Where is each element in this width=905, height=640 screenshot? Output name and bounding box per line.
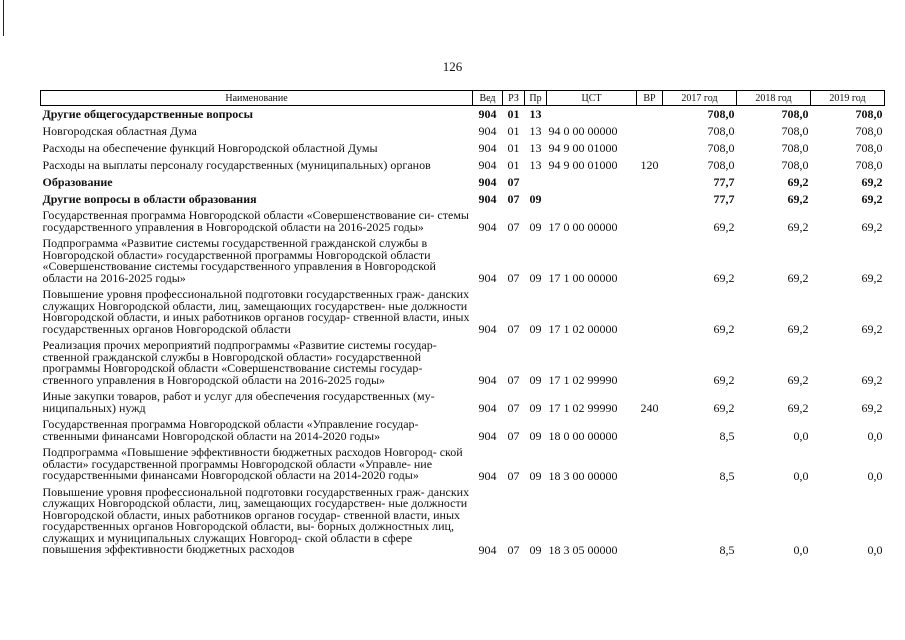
row-pr: 09 (529, 468, 542, 483)
row-rz: 07 (507, 542, 520, 557)
row-cst (547, 106, 637, 124)
row-2018: 0,0 (793, 429, 809, 443)
row-ved: 904 (478, 158, 497, 172)
row-2019: 708,0 (855, 107, 883, 121)
row-2018: 0,0 (793, 468, 809, 483)
header-2018: 2018 год (737, 91, 811, 106)
row-2019: 69,2 (861, 271, 883, 285)
row-name: Расходы на выплаты персоналу государственных (муниципальных) органов (42, 157, 431, 172)
row-2017: 77,7 (713, 192, 735, 206)
row-vr: 120 (640, 158, 659, 172)
row-2018: 69,2 (787, 192, 809, 206)
header-pr: Пр (525, 91, 547, 106)
row-2019: 0,0 (867, 429, 883, 443)
row-ved: 904 (478, 141, 497, 155)
row-cst: 94 9 00 01000 (548, 141, 618, 155)
row-name: Подпрограмма «Развитие системы государственной гражданской службы в Новгородской области» государственной программы Новгородской области «Совершенствование системы государственного управления в Новгородской области на 2016-2025 годы» (42, 236, 436, 285)
row-vr: 240 (640, 401, 659, 415)
row-rz: 07 (507, 271, 520, 285)
row-rz: 07 (507, 192, 520, 206)
row-2019: 69,2 (861, 322, 883, 336)
row-cst (547, 191, 637, 208)
row-name: Образование (42, 174, 113, 189)
left-edge-mark (3, 0, 4, 36)
row-2017: 69,2 (713, 373, 735, 387)
row-ved: 904 (478, 271, 497, 285)
row-name: Повышение уровня профессиональной подготовки государственных граж- данских служащих Новгородской области, лиц, замещающих государствен- ные должности Новгородской области, иных работников органов государ- ственной власти, иных государственных органов Новгородской области, вы- борных должностных лиц, служащих и муниципальных служащих Новгород- ской области в сфере повышения эффективности бюджетных расходов (42, 484, 470, 556)
row-name: Другие общегосударственные вопросы (42, 106, 253, 121)
header-name: Наименование (41, 91, 473, 106)
table-row (41, 106, 885, 124)
row-cst: 18 3 00 00000 (548, 468, 618, 483)
row-2017: 77,7 (713, 175, 735, 189)
row-cst: 17 0 00 00000 (548, 220, 618, 234)
row-2017: 69,2 (713, 220, 735, 234)
row-vr (637, 287, 663, 338)
row-pr: 09 (529, 220, 542, 234)
table-row (41, 417, 885, 445)
table-header-row (41, 91, 885, 106)
row-2019: 69,2 (861, 401, 883, 415)
table-row (41, 174, 885, 191)
row-name: Расходы на обеспечение функций Новгородской областной Думы (42, 140, 378, 155)
row-pr: 09 (529, 542, 542, 557)
table-row (41, 338, 885, 389)
header-2019: 2019 год (811, 91, 885, 106)
page-number: 126 (442, 59, 463, 74)
row-2018: 708,0 (781, 107, 809, 121)
row-2018: 0,0 (793, 542, 809, 557)
row-name: Реализация прочих мероприятий подпрограммы «Развитие системы государ- ственной гражданской службы в Новгородской области» государственной программы Новгородской области «Совершенствование системы государ- ственного управления в Новгородской области на 2016-2025 годы» (42, 338, 437, 387)
row-vr (637, 485, 663, 559)
row-rz: 07 (507, 220, 520, 234)
row-ved: 904 (478, 373, 497, 387)
row-pr: 13 (529, 107, 542, 121)
row-2019: 69,2 (861, 220, 883, 234)
header-rz: РЗ (503, 91, 525, 106)
row-2018: 708,0 (781, 158, 809, 172)
row-2017: 69,2 (713, 401, 735, 415)
row-name: Государственная программа Новгородской области «Управление государ- ственными финансами Новгородской области на 2014-2020 годы» (42, 417, 419, 443)
row-ved: 904 (478, 401, 497, 415)
row-name: Новгородская областная Дума (42, 123, 197, 138)
row-rz: 07 (507, 468, 520, 483)
row-2017: 708,0 (707, 124, 735, 138)
row-cst: 18 0 00 00000 (548, 429, 618, 443)
table-row (41, 389, 885, 417)
row-pr: 13 (529, 141, 542, 155)
row-2017: 708,0 (707, 141, 735, 155)
row-pr: 09 (529, 322, 542, 336)
row-2019: 69,2 (861, 373, 883, 387)
row-pr: 13 (529, 124, 542, 138)
row-2018: 69,2 (787, 271, 809, 285)
row-pr: 09 (529, 271, 542, 285)
row-vr (637, 236, 663, 287)
header-cst: ЦСТ (547, 91, 637, 106)
row-ved: 904 (478, 542, 497, 557)
row-vr (637, 445, 663, 485)
row-pr: 09 (529, 373, 542, 387)
row-pr: 09 (529, 429, 542, 443)
row-2018: 69,2 (787, 401, 809, 415)
row-2017: 708,0 (707, 158, 735, 172)
row-rz: 01 (507, 124, 520, 138)
header-2017: 2017 год (663, 91, 737, 106)
table-row (41, 485, 885, 559)
row-ved: 904 (478, 107, 497, 121)
row-name: Подпрограмма «Повышение эффективности бюджетных расходов Новгород- ской области» государственной программы Новгородской области «Управле- ние государственными финансами Новгородской области на 2014-2020 годы» (42, 445, 463, 482)
row-vr (637, 191, 663, 208)
row-2019: 708,0 (855, 124, 883, 138)
row-rz: 07 (507, 322, 520, 336)
row-2018: 69,2 (787, 322, 809, 336)
budget-table (40, 90, 885, 559)
row-ved: 904 (478, 220, 497, 234)
row-2017: 69,2 (713, 271, 735, 285)
table-row (41, 445, 885, 485)
row-rz: 07 (507, 373, 520, 387)
row-2017: 8,5 (719, 468, 735, 483)
table-row (41, 123, 885, 140)
table-row (41, 236, 885, 287)
row-pr: 13 (529, 158, 542, 172)
row-cst: 94 0 00 00000 (548, 124, 618, 138)
row-ved: 904 (478, 192, 497, 206)
row-vr (637, 140, 663, 157)
row-cst: 18 3 05 00000 (548, 542, 618, 557)
row-2019: 69,2 (861, 192, 883, 206)
row-rz: 01 (507, 141, 520, 155)
row-vr (637, 417, 663, 445)
row-vr (637, 338, 663, 389)
table-row (41, 208, 885, 236)
table-row (41, 287, 885, 338)
row-ved: 904 (478, 124, 497, 138)
row-cst (547, 174, 637, 191)
row-cst: 94 9 00 01000 (548, 158, 618, 172)
row-cst: 17 1 02 99990 (548, 373, 618, 387)
table-row (41, 157, 885, 174)
row-2019: 0,0 (867, 468, 883, 483)
header-vr: ВР (637, 91, 663, 106)
row-ved: 904 (478, 468, 497, 483)
table-row (41, 140, 885, 157)
row-rz: 01 (507, 107, 520, 121)
row-cst: 17 1 00 00000 (548, 271, 618, 285)
row-name: Государственная программа Новгородской области «Совершенствование си- стемы государственного управления в Новгородской области на 2016-2025 годы» (42, 208, 469, 234)
row-ved: 904 (478, 429, 497, 443)
row-2017: 8,5 (719, 542, 735, 557)
row-2019: 69,2 (861, 175, 883, 189)
row-2019: 708,0 (855, 158, 883, 172)
row-vr (637, 106, 663, 124)
row-2017: 708,0 (707, 107, 735, 121)
row-pr: 09 (529, 192, 542, 206)
row-rz: 07 (507, 175, 520, 189)
row-2018: 708,0 (781, 141, 809, 155)
row-name: Повышение уровня профессиональной подготовки государственных граж- данских служащих Новгородской области, лиц, замещающих государствен- ные должности Новгородской области, и иных работников органов государ- ственной власти, иных государственных органов Новгородской области (42, 287, 470, 336)
row-rz: 01 (507, 158, 520, 172)
row-vr (637, 208, 663, 236)
row-vr (637, 174, 663, 191)
row-vr (637, 123, 663, 140)
row-2018: 69,2 (787, 175, 809, 189)
row-name: Иные закупки товаров, работ и услуг для обеспечения государственных (му- ниципальных) нужд (42, 389, 435, 415)
header-ved: Вед (473, 91, 503, 106)
row-2017: 8,5 (719, 429, 735, 443)
row-2019: 708,0 (855, 141, 883, 155)
row-rz: 07 (507, 401, 520, 415)
row-ved: 904 (478, 175, 497, 189)
row-2018: 69,2 (787, 220, 809, 234)
row-2018: 708,0 (781, 124, 809, 138)
row-rz: 07 (507, 429, 520, 443)
row-pr (525, 174, 547, 191)
row-2017: 69,2 (713, 322, 735, 336)
row-2019: 0,0 (867, 542, 883, 557)
row-name: Другие вопросы в области образования (42, 191, 257, 206)
row-2018: 69,2 (787, 373, 809, 387)
table-row (41, 191, 885, 208)
row-cst: 17 1 02 00000 (548, 322, 618, 336)
row-ved: 904 (478, 322, 497, 336)
row-cst: 17 1 02 99990 (548, 401, 618, 415)
row-pr: 09 (529, 401, 542, 415)
